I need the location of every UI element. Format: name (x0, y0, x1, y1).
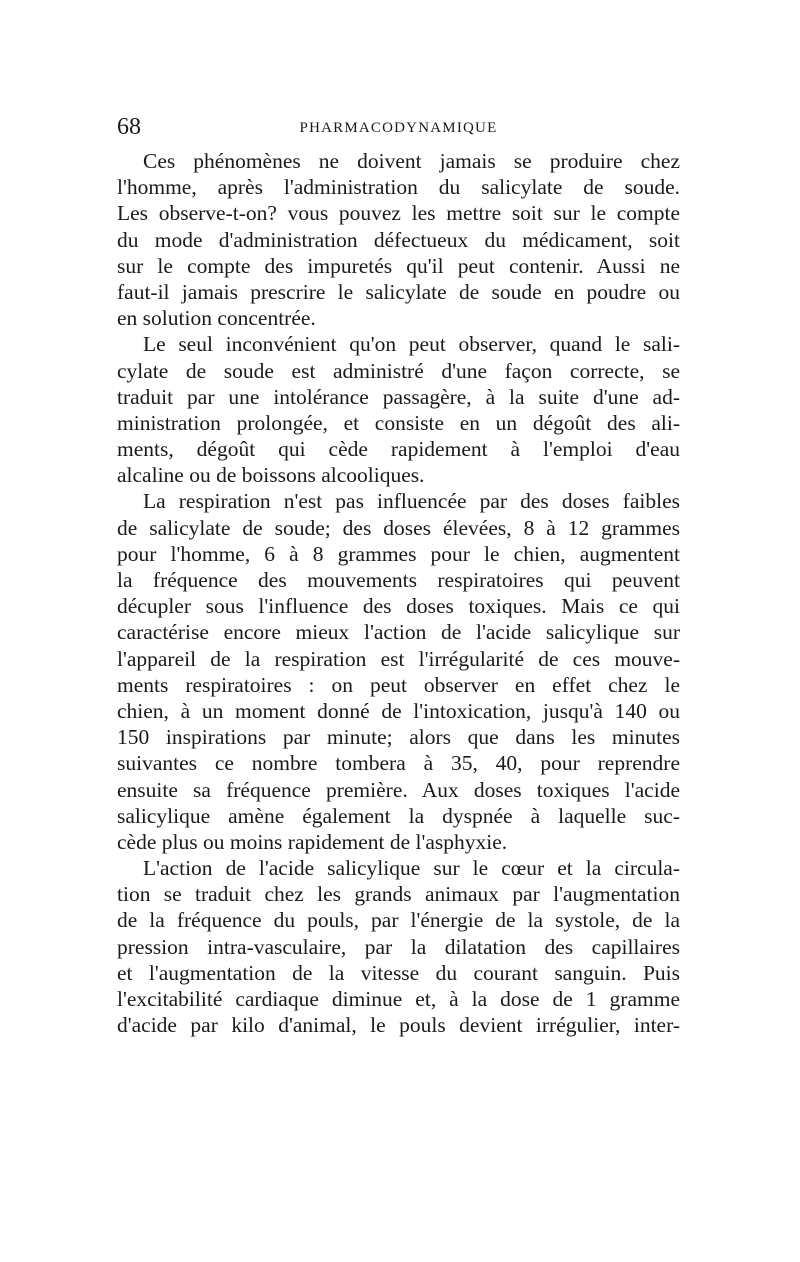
text-line: et l'augmentation de la vitesse du courant sanguin. Puis (117, 960, 680, 985)
paragraph (117, 148, 680, 331)
text-line: la fréquence des mouvements respiratoires qui peuvent (117, 568, 680, 592)
text-line: 150 inspirations par minute; alors que dans les minutes (117, 725, 680, 750)
paragraph (117, 331, 680, 488)
paragraph (117, 488, 680, 855)
page-header (117, 112, 680, 142)
running-title: PHARMACODYNAMIQUE (299, 120, 498, 136)
text-line: d'acide par kilo d'animal, le pouls devient irrégulier, inter- (117, 1013, 680, 1038)
text-line: sur le compte des impuretés qu'il peut contenir. Aussi ne (117, 253, 680, 278)
page-number: 68 (117, 114, 141, 140)
text-line: de salicylate de soude; des doses élevées, 8 à 12 grammes (117, 515, 680, 540)
text-line: ments respiratoires : on peut observer en effet chez le (117, 672, 680, 697)
text-line: alcaline ou de boissons alcooliques. (117, 463, 425, 488)
text-line: suivantes ce nombre tombera à 35, 40, pour reprendre (117, 751, 680, 776)
text-line: cède plus ou moins rapidement de l'asphyxie. (117, 829, 508, 854)
text-line: en solution concentrée. (117, 306, 316, 331)
text-line: ensuite sa fréquence première. Aux doses toxiques l'acide (117, 777, 680, 802)
text-line: décupler sous l'influence des doses toxiques. Mais ce qui (117, 594, 680, 619)
text-line: salicylique amène également la dyspnée à laquelle suc- (117, 803, 680, 828)
text-line: de la fréquence du pouls, par l'énergie de la systole, de la (117, 908, 680, 933)
text-line: caractérise encore mieux l'action de l'acide salicylique sur (117, 620, 680, 645)
text-line: ministration prolongée, et consiste en un dégoût des ali- (117, 410, 680, 435)
text-line: traduit par une intolérance passagère, à la suite d'une ad- (117, 384, 680, 409)
text-line: l'homme, après l'administration du salicylate de soude. (117, 175, 680, 200)
text-line: faut-il jamais prescrire le salicylate de soude en poudre ou (117, 279, 680, 304)
text-line: La respiration n'est pas influencée par des doses faibles (143, 489, 680, 514)
text-line: cylate de soude est administré d'une façon correcte, se (117, 358, 680, 383)
paragraph (117, 855, 680, 1038)
text-line: chien, à un moment donné de l'intoxication, jusqu'à 140 ou (117, 698, 680, 723)
text-line: l'appareil de la respiration est l'irrégularité de ces mouve- (117, 646, 680, 671)
text-line: Le seul inconvénient qu'on peut observer, quand le sali- (143, 332, 680, 357)
text-line: ments, dégoût qui cède rapidement à l'emploi d'eau (117, 437, 680, 462)
text-line: du mode d'administration défectueux du médicament, soit (117, 227, 680, 252)
text-line: tion se traduit chez les grands animaux par l'augmentation (117, 882, 680, 907)
text-line: pression intra-vasculaire, par la dilatation des capillaires (117, 934, 680, 959)
body-text (117, 148, 680, 1038)
text-line: l'excitabilité cardiaque diminue et, à la dose de 1 gramme (117, 987, 680, 1011)
text-line: Ces phénomènes ne doivent jamais se produire chez (143, 149, 680, 173)
text-line: Les observe-t-on? vous pouvez les mettre soit sur le compte (117, 201, 680, 226)
text-line: L'action de l'acide salicylique sur le cœur et la circula- (143, 856, 680, 881)
text-line: pour l'homme, 6 à 8 grammes pour le chien, augmentent (117, 541, 680, 566)
